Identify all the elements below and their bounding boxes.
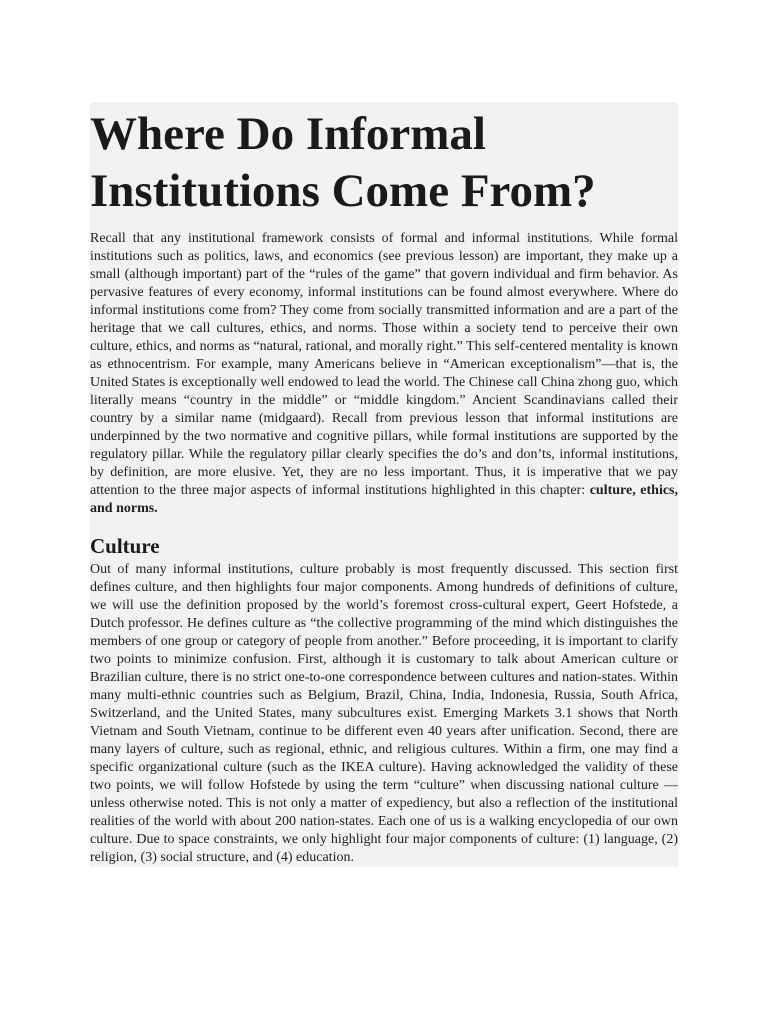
culture-paragraph: Out of many informal institutions, culture probably is most frequently discussed. This section first defines culture, and then highlights four major components. Among hundreds of definitions of culture, we will use the definition proposed by the world’s foremost cross-cultural expert, Geert Hofstede, a Dutch professor. He defines culture as “the collective programming of the mind which distinguishes the members of one group or category of people from another.” Before proceeding, it is important to clarify two points to minimize confusion. First, although it is customary to talk about American culture or Brazilian culture, there is no strict one-to-one correspondence between cultures and nation-states. Within many multi-ethnic countries such as Belgium, Brazil, China, India, Indonesia, Russia, South Africa, Switzerland, and the United States, many subcultures exist. Emerging Markets 3.1 shows that North Vietnam and South Vietnam, continue to be different even 40 years after unification. Second, there are many layers of culture, such as regional, ethnic, and religious cultures. Within a firm, one may find a specific organizational culture (such as the IKEA culture). Having acknowledged the validity of these two points, we will follow Hofstede by using the term “culture” when discussing national culture —unless otherwise noted. This is not only a matter of expediency, but also a reflection of the institutional realities of the world with about 200 nation-states. Each one of us is a walking encyclopedia of our own culture. Due to space constraints, we only highlight four major components of culture: (1) language, (2) religion, (3) social structure, and (4) education. <box>90 562 678 865</box>
intro-text: Recall that any institutional framework consists of formal and informal institutions. While formal institutions such as politics, laws, and economics (see previous lesson) are important, they make up a small (although important) part of the “rules of the game” that govern individual and firm behavior. As pervasive features of every economy, informal institutions can be found almost everywhere. Where do informal institutions come from? They come from socially transmitted information and are a part of the heritage that we call cultures, ethics, and norms. Those within a society tend to perceive their own culture, ethics, and norms as “natural, rational, and morally right.” This self-centered mentality is known as ethnocentrism. For example, many Americans believe in “American exceptionalism”—that is, the United States is exceptionally well endowed to lead the world. The Chinese call China zhong guo, which literally means “country in the middle” or “middle kingdom.” Ancient Scandinavians called their country by a similar name (midgaard). Recall from previous lesson that informal institutions are underpinned by the two normative and cognitive pillars, while formal institutions are supported by the regulatory pillar. While the regulatory pillar clearly specifies the do’s and don’ts, informal institutions, by definition, are more elusive. Yet, they are no less important. Thus, it is imperative that we pay attention to the three major aspects of informal institutions highlighted in this chapter: <box>90 231 678 498</box>
section-heading-culture: Culture <box>90 534 160 558</box>
page-title: Where Do Informal Institutions Come From? <box>90 108 596 217</box>
intro-paragraph <box>90 230 678 518</box>
document-page <box>90 102 678 867</box>
intro-emphasis: culture, ethics, and norms. <box>90 483 678 516</box>
